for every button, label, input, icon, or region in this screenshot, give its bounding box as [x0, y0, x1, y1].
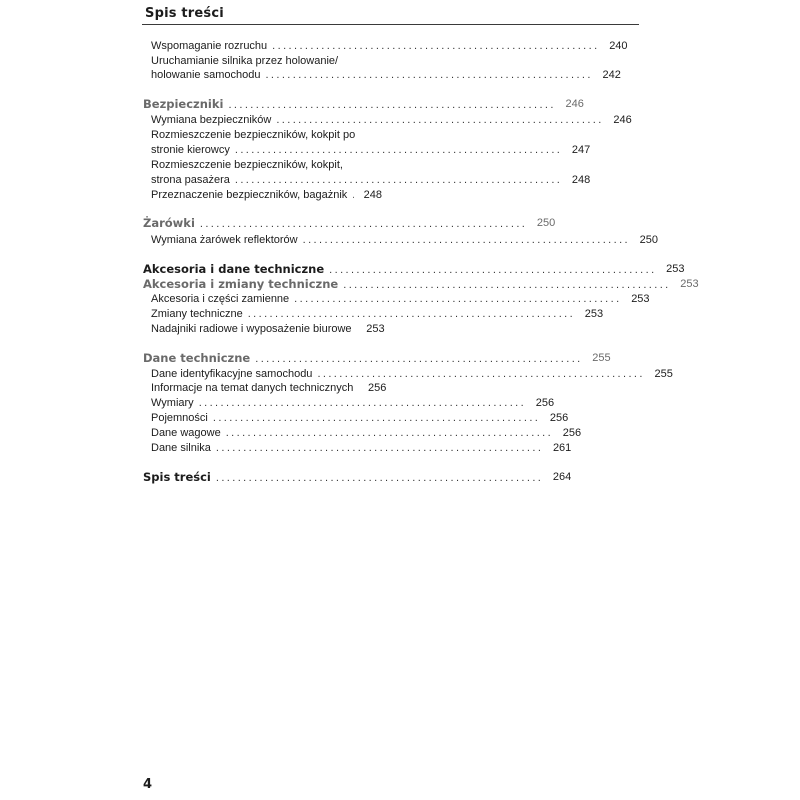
toc-entry-label: Dane wagowe: [151, 427, 221, 439]
dot-leader: ............................................................: [215, 472, 544, 484]
toc-entry-page: 253: [631, 293, 650, 305]
dot-leader: [352, 188, 354, 202]
dot-leader: ............................................................: [234, 174, 563, 186]
toc-entry-page: 255: [592, 352, 611, 364]
toc-entry-page: 253: [680, 278, 699, 290]
dot-leader: ............................................................: [215, 442, 544, 454]
dot-leader: ............................................................: [302, 234, 630, 246]
toc-entry: [151, 306, 604, 321]
toc-entry: [151, 38, 628, 53]
toc-entry: [151, 291, 650, 306]
toc-entry: [151, 395, 555, 410]
toc-entry-page: 253: [584, 308, 604, 320]
toc-entry-label: Spis treści: [143, 470, 211, 484]
toc-entry-page: 255: [654, 368, 673, 380]
toc-entry: [151, 127, 382, 142]
page-number: 4: [143, 777, 153, 792]
toc-entry-label: Informacje na temat danych technicznych: [151, 382, 354, 394]
toc-entry-label: Nadajniki radiowe i wyposażenie biurowe: [151, 323, 352, 335]
toc-entry-label: Przeznaczenie bezpieczników, bagażnik: [151, 189, 348, 201]
dot-leader: ............................................................: [276, 114, 604, 126]
toc-entry: [151, 440, 572, 455]
dot-leader: ............................................................: [228, 99, 556, 111]
toc-entry-label: holowanie samochodu: [151, 69, 261, 81]
toc-entry-label: Bezpieczniki: [143, 97, 224, 111]
toc-entry-label: Dane techniczne: [143, 351, 251, 365]
toc-section-entry: [143, 97, 584, 112]
toc-entry-label: Wymiana żarówek reflektorów: [151, 234, 298, 246]
toc-entry-label: Zmiany techniczne: [151, 308, 243, 320]
toc-section-entry: [143, 277, 699, 292]
toc-entry: [151, 67, 621, 82]
toc-entry-label: Akcesoria i zmiany techniczne: [143, 277, 339, 291]
dot-leader: ............................................................: [199, 218, 528, 230]
toc-entry-label: Rozmieszczenie bezpieczników, kokpit,: [151, 159, 343, 171]
dot-leader: ............................................................: [343, 279, 671, 291]
toc-entry: [151, 321, 385, 336]
toc-entry-label: Dane identyfikacyjne samochodu: [151, 368, 313, 380]
toc-entry-label: Żarówki: [143, 216, 195, 230]
toc-entry-label: Rozmieszczenie bezpieczników, kokpit po: [151, 129, 356, 141]
toc-entry-page: 264: [552, 471, 572, 483]
toc-entry-page: 247: [571, 144, 591, 156]
toc-entry-label: Wymiary: [151, 397, 194, 409]
dot-leader: ............................................................: [329, 264, 657, 276]
toc-entry: [151, 410, 569, 425]
toc-entry-label: Akcesoria i części zamienne: [151, 293, 290, 305]
toc-section-entry: [143, 470, 572, 485]
toc-entry-page: 240: [609, 40, 628, 52]
toc-section-entry: [143, 216, 556, 231]
toc-entry-page: 256: [549, 412, 569, 424]
toc-entry-page: 261: [552, 442, 572, 454]
toc-entry: [151, 187, 382, 202]
toc-entry-page: 256: [562, 427, 582, 439]
toc-section-entry: [143, 262, 685, 277]
toc-section-entry: [143, 351, 611, 366]
toc-entry-page: 248: [363, 189, 382, 201]
toc-entry-label: Uruchamianie silnika przez holowanie/: [151, 55, 339, 67]
toc-entry: [151, 142, 591, 157]
toc-entry: [151, 53, 382, 68]
dot-leader: ............................................................: [255, 353, 583, 365]
toc-entry-page: 256: [368, 382, 387, 394]
toc-entry-page: 242: [602, 69, 621, 81]
toc-entry-page: 248: [571, 174, 591, 186]
dot-leader: ............................................................: [272, 40, 600, 52]
dot-leader: ............................................................: [294, 293, 622, 305]
dot-leader: ............................................................: [225, 427, 554, 439]
toc-entry: [151, 112, 632, 127]
toc-entry: [151, 380, 387, 395]
toc-entry-page: 250: [536, 217, 556, 229]
toc-entry-label: strona pasażera: [151, 174, 230, 186]
dot-leader: ............................................................: [317, 368, 645, 380]
toc-entry: [151, 366, 673, 381]
header-title: Spis treści: [145, 6, 224, 21]
toc-entry-page: 246: [613, 114, 632, 126]
toc-entry-page: 250: [639, 234, 658, 246]
dot-leader: ............................................................: [198, 397, 527, 409]
toc-entry-page: 246: [565, 98, 584, 110]
toc-entry-page: 256: [535, 397, 555, 409]
toc-entry-label: Akcesoria i dane techniczne: [143, 262, 325, 276]
toc-entry-page: 253: [666, 263, 685, 275]
dot-leader: ............................................................: [247, 308, 576, 320]
toc-entry-label: Dane silnika: [151, 442, 211, 454]
toc-entry-page: 253: [366, 323, 385, 335]
toc-entry: [151, 157, 382, 172]
dot-leader: ............................................................: [234, 144, 563, 156]
dot-leader: ............................................................: [265, 69, 593, 81]
toc-entry-label: Wspomaganie rozruchu: [151, 40, 268, 52]
toc-entry: [151, 232, 658, 247]
toc-entry-label: stronie kierowcy: [151, 144, 230, 156]
toc-entry: [151, 425, 582, 440]
dot-leader: ............................................................: [212, 412, 541, 424]
toc-entry-label: Pojemności: [151, 412, 208, 424]
toc-entry-label: Wymiana bezpieczników: [151, 114, 272, 126]
toc-entry: [151, 172, 591, 187]
